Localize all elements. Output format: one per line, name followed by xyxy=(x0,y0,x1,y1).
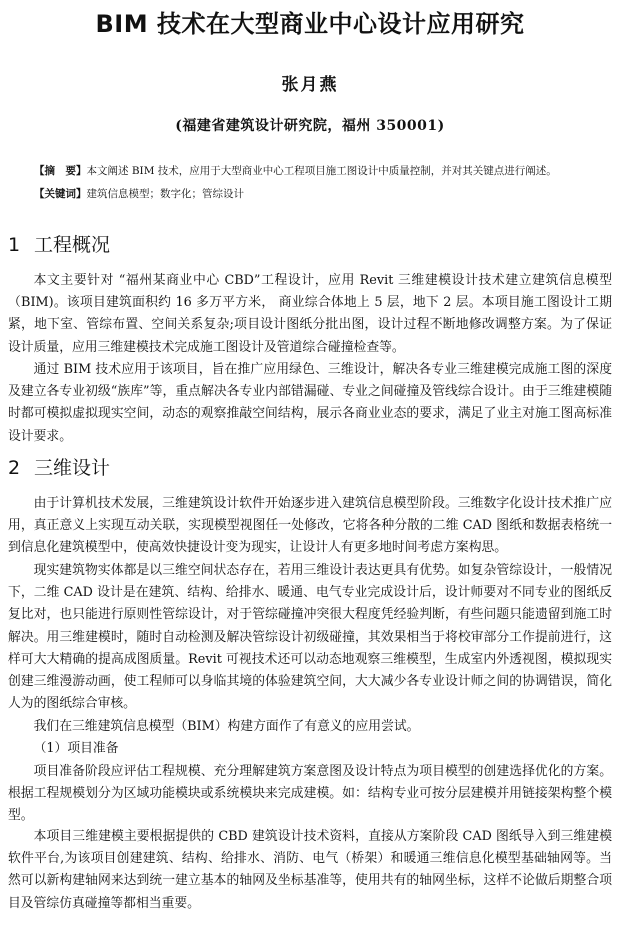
abstract-block xyxy=(34,160,606,206)
section-number: 2 xyxy=(8,457,21,479)
section-1-paragraph-2: 通过 BIM 技术应用于该项目，旨在推广应用绿色、三维设计，解决各专业三维建模完成施工图的深度及建立各专业初级“族库”等，重点解决各专业内部错漏碰、专业之间碰撞及管线综合设计。由于三维建模随时都可模拟虚拟现实空间，动态的观察推敲空间结构，展示各商业业态的要求，满足了业主对施工图高标准设计要求。 xyxy=(8,362,612,444)
section-2-subheading: （1）项目准备 xyxy=(33,741,119,756)
keywords-text: 建筑信息模型；数字化；管综设计 xyxy=(86,188,244,200)
section-2-paragraph-2: 现实建筑物实体都是以三维空间状态存在，若用三维设计表达更具有优势。如复杂管综设计，一般情况下，二维 CAD 设计是在建筑、结构、给排水、暖通、电气专业完成设计后，设计师要对不同专业的图纸反复比对，也只能进行原则性管综设计，对于管综碰撞冲突很大程度凭经验判断，有些问题只能遗留到施工时解决。用三维建模时，随时自动检测及解决管综设计初级碰撞，其效果相当于将校审部分工作提前进行，这样可大大精确的提高成图质量。Revit 可视技术还可以动态地观察三维模型，生成室内外透视图，模拟现实创建三维漫游动画，使工程师可以身临其境的体验建筑空间，大大减少各专业设计师之间的协调错误，简化人为的图纸综合审核。 xyxy=(8,563,612,712)
keywords-label: 【关键词】 xyxy=(34,188,87,200)
section-1-paragraph-1: 本文主要针对 “福州某商业中心 CBD”工程设计，应用 Revit 三维建模设计技术建立建筑信息模型（BIM)。该项目建筑面积约 16 多万平方米， 商业综合体地上 5 层，地下 2 层。本项目施工图设计工期紧，地下室、管综布置、空间关系复杂;项目设计图纸分批出图，设计过程不断地修改调整方案。为了保证设计质量，应用三维建模技术完成施工图设计及管道综合碰撞检查等。 xyxy=(8,273,612,355)
section-2-paragraph-3: 我们在三维建筑信息模型（BIM）构建方面作了有意义的应用尝试。 xyxy=(33,719,420,734)
paper-title: BIM 技术在大型商业中心设计应用研究 xyxy=(95,10,525,38)
abstract-line xyxy=(34,160,606,183)
section-2-heading xyxy=(8,455,110,481)
section-2-paragraph-4: 项目准备阶段应评估工程规模、充分理解建筑方案意图及设计特点为项目模型的创建选择优化的方案。根据工程规模划分为区域功能模块或系统模块来完成建模。如：结构专业可按分层建模并用链接架构整个模型。 xyxy=(8,764,612,824)
section-title: 工程概况 xyxy=(34,234,111,256)
section-title: 三维设计 xyxy=(34,457,111,479)
abstract-text: 本文阐述 BIM 技术，应用于大型商业中心工程项目施工图设计中质量控制，并对其关键点进行阐述。 xyxy=(86,165,557,177)
section-number: 1 xyxy=(8,234,21,256)
author-name: 张月燕 xyxy=(281,75,339,95)
section-2-paragraph-1: 由于计算机技术发展，三维建筑设计软件开始逐步进入建筑信息模型阶段。三维数字化设计技术推广应用，真正意义上实现互动关联，实现模型视图任一处修改，它将各种分散的二维 CAD 图纸和数据表格统一到信息化建筑模型中，使高效快捷设计变为现实，让设计人有更多地时间考虑方案构思。 xyxy=(8,496,612,556)
author-affiliation: (福建省建筑设计研究院，福州 350001) xyxy=(175,118,445,134)
section-2-paragraph-5: 本项目三维建模主要根据提供的 CBD 建筑设计技术资料，直接从方案阶段 CAD 图纸导入到三维建模软件平台,为该项目创建建筑、结构、给排水、消防、电气（桥架）和暖通三维信息化模型基础轴网等。当然可以新构建轴网来达到统一建立基本的轴网及坐标基准等，使用共有的轴网坐标，这样不论做后期整合项目及管综仿真碰撞等都相当重要。 xyxy=(8,829,612,911)
section-1-heading xyxy=(8,232,110,258)
keywords-line xyxy=(34,183,606,206)
abstract-label: 【摘 要】 xyxy=(34,165,87,177)
